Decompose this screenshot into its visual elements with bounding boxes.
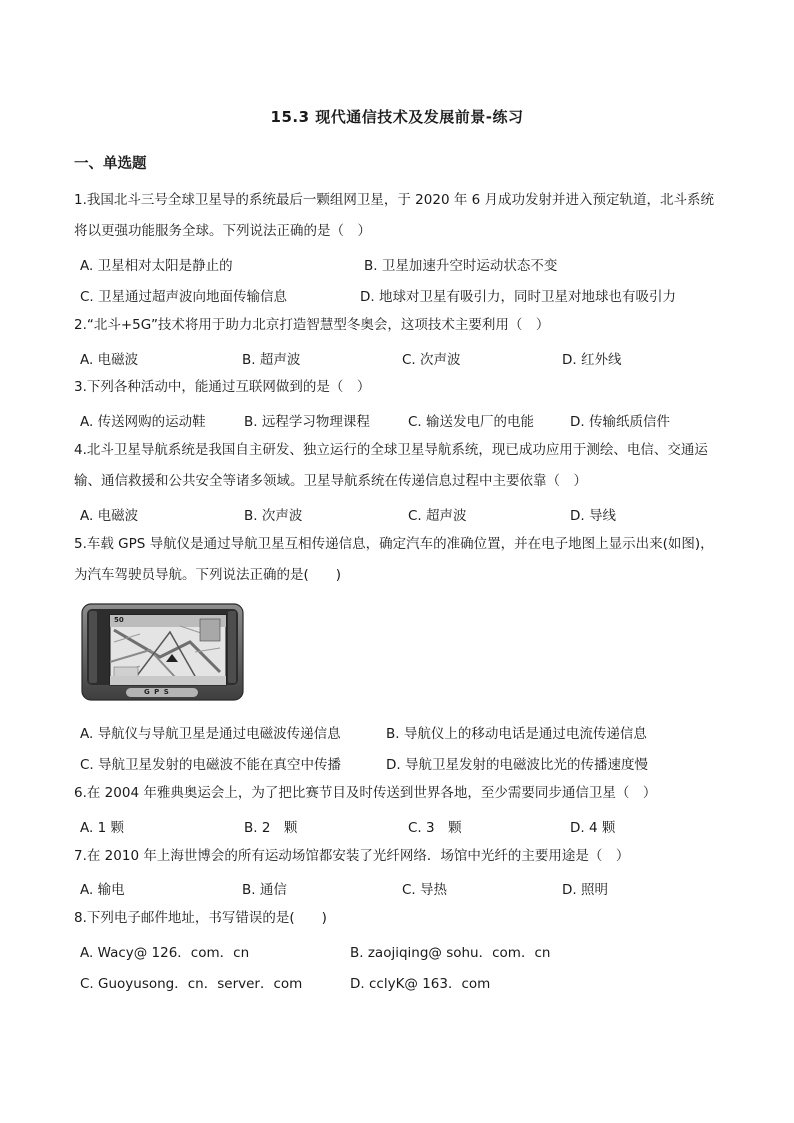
option-row	[80, 410, 720, 432]
option-d: D. 导线	[570, 508, 616, 524]
option-b: B. 2 颗	[244, 820, 298, 836]
option-c: C. 超声波	[408, 508, 467, 524]
option-row	[80, 941, 720, 963]
option-a: A. Wacy@ 126．com．cn	[80, 945, 250, 961]
option-d: D. 导航卫星发射的电磁波比光的传播速度慢	[386, 757, 648, 773]
option-c: C. 3 颗	[408, 820, 462, 836]
question-stem: 8.下列电子邮件地址，书写错误的是( )	[74, 910, 327, 926]
gps-label: G P S	[144, 688, 170, 696]
gps-navigator-figure	[80, 602, 245, 705]
question-stem: 5.车载 GPS 导航仪是通过导航卫星互相传递信息，确定汽车的准确位置，并在电子地图上显示出来(如图)，为汽车驾驶员导航。下列说法正确的是( )	[74, 536, 714, 583]
option-row	[80, 972, 720, 994]
question-stem: 4.北斗卫星导航系统是我国自主研发、独立运行的全球卫星导航系统，现已成功应用于测绘、电信、交通运输、通信救援和公共安全等诸多领域。卫星导航系统在传递信息过程中主要依靠（ ）	[74, 442, 708, 489]
speed-reading: 50	[114, 616, 124, 624]
option-c: C. 导热	[402, 882, 448, 898]
option-b: B. 远程学习物理课程	[244, 414, 370, 430]
option-row	[80, 504, 720, 526]
option-a: A. 电磁波	[80, 352, 139, 368]
option-a: A. 电磁波	[80, 508, 139, 524]
option-d: D. 地球对卫星有吸引力，同时卫星对地球也有吸引力	[360, 289, 676, 305]
option-row	[80, 816, 720, 838]
option-c: C. 导航卫星发射的电磁波不能在真空中传播	[80, 757, 342, 773]
option-d: D. cclyK@ 163．com	[350, 976, 491, 992]
option-row	[80, 285, 720, 307]
option-c: C. Guoyusong．cn．server．com	[80, 976, 303, 992]
option-d: D. 4 颗	[570, 820, 616, 836]
option-d: D. 红外线	[562, 352, 622, 368]
option-row	[80, 753, 720, 775]
option-a: A. 导航仪与导航卫星是通过电磁波传递信息	[80, 726, 341, 742]
option-a: A. 输电	[80, 882, 125, 898]
question-stem: 3.下列各种活动中，能通过互联网做到的是（ ）	[74, 379, 371, 395]
question-stem: 6.在 2004 年雅典奥运会上，为了把比赛节目及时传送到世界各地，至少需要同步通信卫星（ ）	[74, 785, 657, 801]
option-d: D. 传输纸质信件	[570, 414, 670, 430]
question-stem: 7.在 2010 年上海世博会的所有运动场馆都安装了光纤网络．场馆中光纤的主要用途是（ ）	[74, 848, 630, 864]
option-c: C. 输送发电厂的电能	[408, 414, 535, 430]
option-a: A. 卫星相对太阳是静止的	[80, 258, 233, 274]
option-c: C. 卫星通过超声波向地面传输信息	[80, 289, 288, 305]
question-stem: 2.“北斗+5G”技术将用于助力北京打造智慧型冬奥会，这项技术主要利用（ ）	[74, 317, 550, 333]
option-row	[80, 722, 720, 744]
option-a: A. 1 颗	[80, 820, 124, 836]
option-b: B. 通信	[242, 882, 287, 898]
option-row	[80, 878, 720, 900]
option-b: B. 超声波	[242, 352, 301, 368]
question-stem: 1.我国北斗三号全球卫星导的系统最后一颗组网卫星，于 2020 年 6 月成功发射并进入预定轨道，北斗系统将以更强功能服务全球。下列说法正确的是（ ）	[74, 192, 714, 239]
page-title: 15.3 现代通信技术及发展前景-练习	[270, 108, 524, 126]
option-b: B. 导航仪上的移动电话是通过电流传递信息	[386, 726, 647, 742]
section-heading: 一、单选题	[74, 156, 147, 172]
option-c: C. 次声波	[402, 352, 461, 368]
option-d: D. 照明	[562, 882, 608, 898]
option-b: B. 卫星加速升空时运动状态不变	[364, 258, 558, 274]
option-row	[80, 254, 720, 276]
option-row	[80, 348, 720, 370]
option-a: A. 传送网购的运动鞋	[80, 414, 206, 430]
option-b: B. 次声波	[244, 508, 303, 524]
option-b: B. zaojiqing@ sohu．com．cn	[350, 945, 551, 961]
